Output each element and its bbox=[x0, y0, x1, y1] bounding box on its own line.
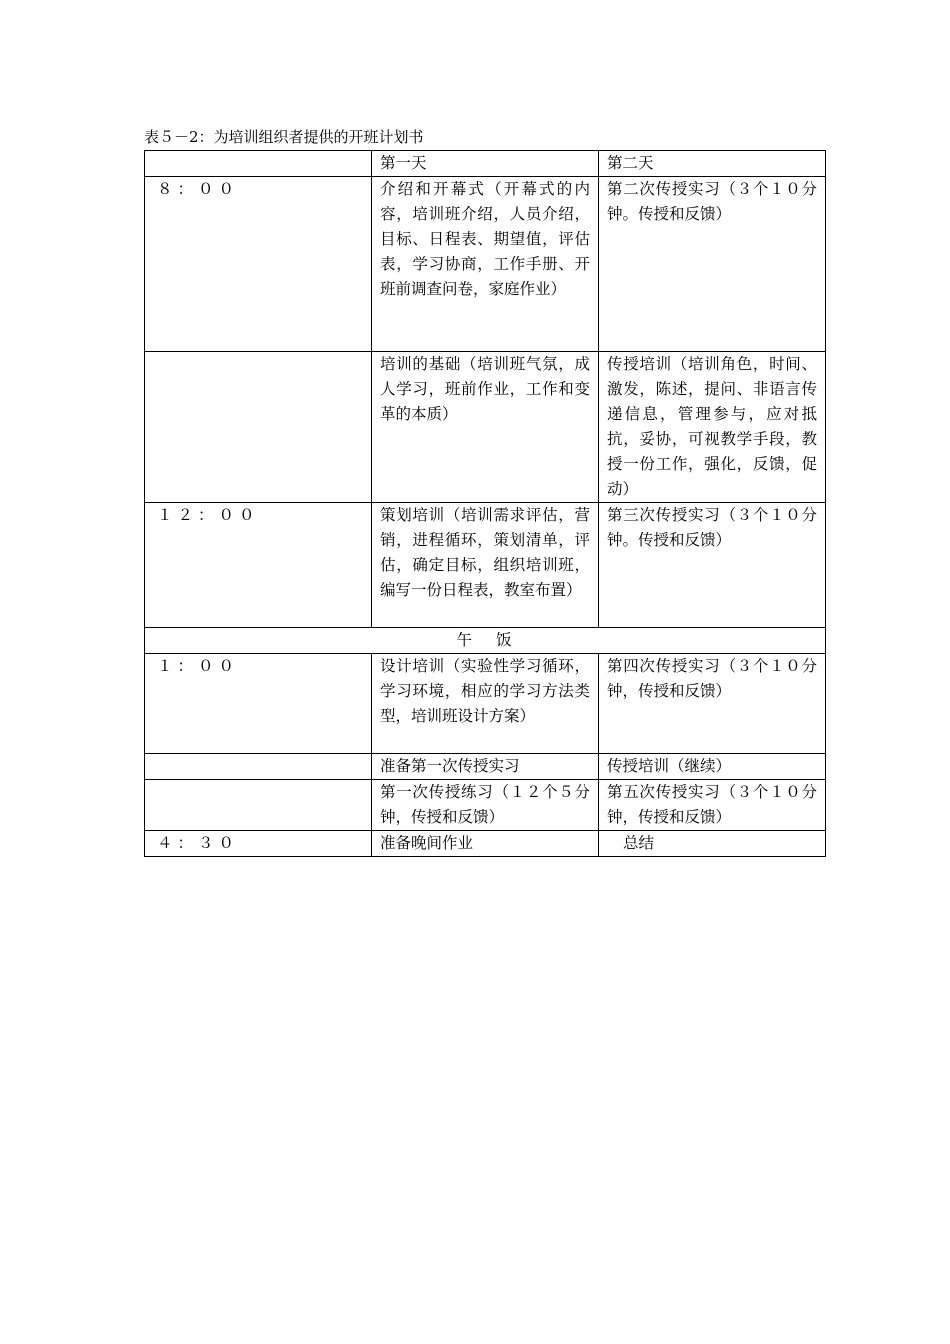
day1-cell: 准备晚间作业 bbox=[372, 831, 599, 857]
time-cell: １２：００ bbox=[145, 503, 372, 628]
lunch-row bbox=[145, 628, 826, 654]
day2-cell: 第四次传授实习（３个１０分钟，传授和反馈） bbox=[599, 654, 826, 754]
table-row bbox=[145, 503, 826, 628]
table-row bbox=[145, 780, 826, 831]
day1-cell: 介绍和开幕式（开幕式的内容，培训班介绍，人员介绍，目标、日程表、期望值，评估表，学习协商，工作手册、开班前调查问卷，家庭作业） bbox=[372, 177, 599, 352]
lunch-cell bbox=[145, 628, 826, 654]
header-day1: 第一天 bbox=[372, 151, 599, 177]
day1-cell: 策划培训（培训需求评估，营销，进程循环，策划清单，评估，确定目标，组织培训班，编写一份日程表，教室布置） bbox=[372, 503, 599, 628]
day2-cell: 传授培训（培训角色，时间、激发，陈述，提问、非语言传递信息，管理参与，应对抵抗，妥协，可视教学手段，教授一份工作，强化，反馈，促动） bbox=[599, 352, 826, 503]
table-row bbox=[145, 654, 826, 754]
table-row bbox=[145, 831, 826, 857]
day2-cell: 总结 bbox=[599, 831, 826, 857]
day1-cell: 培训的基础（培训班气氛，成人学习，班前作业，工作和变革的本质） bbox=[372, 352, 599, 503]
table-row bbox=[145, 177, 826, 352]
time-cell bbox=[145, 780, 372, 831]
day2-cell: 第五次传授实习（３个１０分钟，传授和反馈） bbox=[599, 780, 826, 831]
time-cell: ４：３０ bbox=[145, 831, 372, 857]
time-cell: １：００ bbox=[145, 654, 372, 754]
time-cell bbox=[145, 754, 372, 780]
day2-cell: 第三次传授实习（３个１０分钟。传授和反馈） bbox=[599, 503, 826, 628]
time-cell bbox=[145, 352, 372, 503]
header-time bbox=[145, 151, 372, 177]
day1-cell: 第一次传授练习（１２个５分钟，传授和反馈） bbox=[372, 780, 599, 831]
day1-cell: 设计培训（实验性学习循环，学习环境，相应的学习方法类型，培训班设计方案） bbox=[372, 654, 599, 754]
time-cell: ８：００ bbox=[145, 177, 372, 352]
table-row bbox=[145, 754, 826, 780]
table-caption: 表５－2：为培训组织者提供的开班计划书 bbox=[144, 128, 424, 146]
day1-cell: 准备第一次传授实习 bbox=[372, 754, 599, 780]
lunch-label-part1: 午 bbox=[456, 631, 474, 649]
day2-cell: 第二次传授实习（３个１０分钟。传授和反馈） bbox=[599, 177, 826, 352]
day2-cell: 传授培训（继续） bbox=[599, 754, 826, 780]
lunch-label-part2: 饭 bbox=[496, 631, 514, 649]
schedule-table bbox=[144, 150, 826, 857]
table-header-row bbox=[145, 151, 826, 177]
header-day2: 第二天 bbox=[599, 151, 826, 177]
table-row bbox=[145, 352, 826, 503]
